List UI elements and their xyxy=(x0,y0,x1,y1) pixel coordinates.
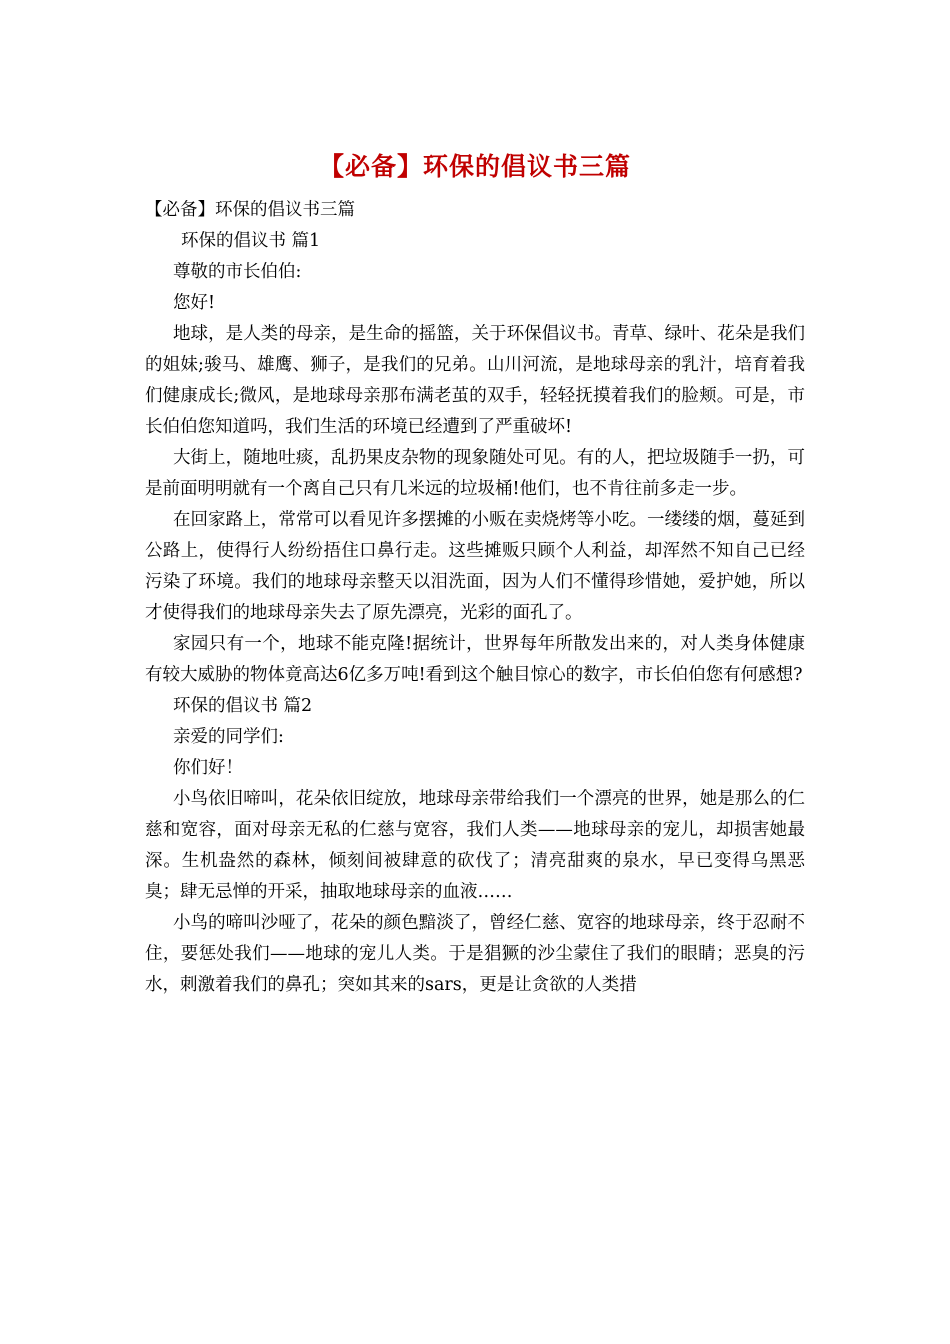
paragraph: 大街上，随地吐痰，乱扔果皮杂物的现象随处可见。有的人，把垃圾随手一扔，可是前面明明就有一个离自己只有几米远的垃圾桶!他们，也不肯往前多走一步。 xyxy=(145,448,805,499)
document-body xyxy=(145,195,805,1001)
section-heading-2: 环保的倡议书 篇2 xyxy=(173,696,313,716)
paragraph: 地球，是人类的母亲，是生命的摇篮，关于环保倡议书。青草、绿叶、花朵是我们的姐妹;骏马、雄鹰、狮子，是我们的兄弟。山川河流，是地球母亲的乳汁，培育着我们健康成长;微风，是地球母亲那布满老茧的双手，轻轻抚摸着我们的脸颊。可是，市长伯伯您知道吗，我们生活的环境已经遭到了严重破坏! xyxy=(145,324,805,437)
salutation: 尊敬的市长伯伯: xyxy=(173,262,302,282)
paragraph: 家园只有一个，地球不能克隆!据统计，世界每年所散发出来的，对人类身体健康有较大威胁的物体竟高达6亿多万吨!看到这个触目惊心的数字，市长伯伯您有何感想? xyxy=(145,634,805,685)
paragraph-heading: 【必备】环保的倡议书三篇 xyxy=(145,200,355,220)
greeting: 你们好！ xyxy=(173,758,243,778)
paragraph: 在回家路上，常常可以看见许多摆摊的小贩在卖烧烤等小吃。一缕缕的烟，蔓延到公路上，使得行人纷纷捂住口鼻行走。这些摊贩只顾个人利益，却浑然不知自己已经污染了环境。我们的地球母亲整天以泪洗面，因为人们不懂得珍惜她，爱护她，所以才使得我们的地球母亲失去了原先漂亮，光彩的面孔了。 xyxy=(145,510,805,623)
document-title: 【必备】环保的倡议书三篇 xyxy=(318,152,631,181)
paragraph: 小鸟的啼叫沙哑了，花朵的颜色黯淡了，曾经仁慈、宽容的地球母亲，终于忍耐不住，要惩处我们——地球的宠儿人类。于是猖獗的沙尘蒙住了我们的眼睛；恶臭的污水，刺激着我们的鼻孔；突如其来的sars，更是让贪欲的人类措 xyxy=(145,913,805,995)
paragraph: 小鸟依旧啼叫，花朵依旧绽放，地球母亲带给我们一个漂亮的世界，她是那么的仁慈和宽容，面对母亲无私的仁慈与宽容，我们人类——地球母亲的宠儿，却损害她最深。生机盎然的森林，倾刻间被肆意的砍伐了；清亮甜爽的泉水，早已变得乌黑恶臭；肆无忌惮的开采，抽取地球母亲的血液…… xyxy=(145,789,805,902)
greeting: 您好! xyxy=(173,293,216,313)
salutation: 亲爱的同学们: xyxy=(173,727,284,747)
section-heading-1: 环保的倡议书 篇1 xyxy=(181,231,321,251)
